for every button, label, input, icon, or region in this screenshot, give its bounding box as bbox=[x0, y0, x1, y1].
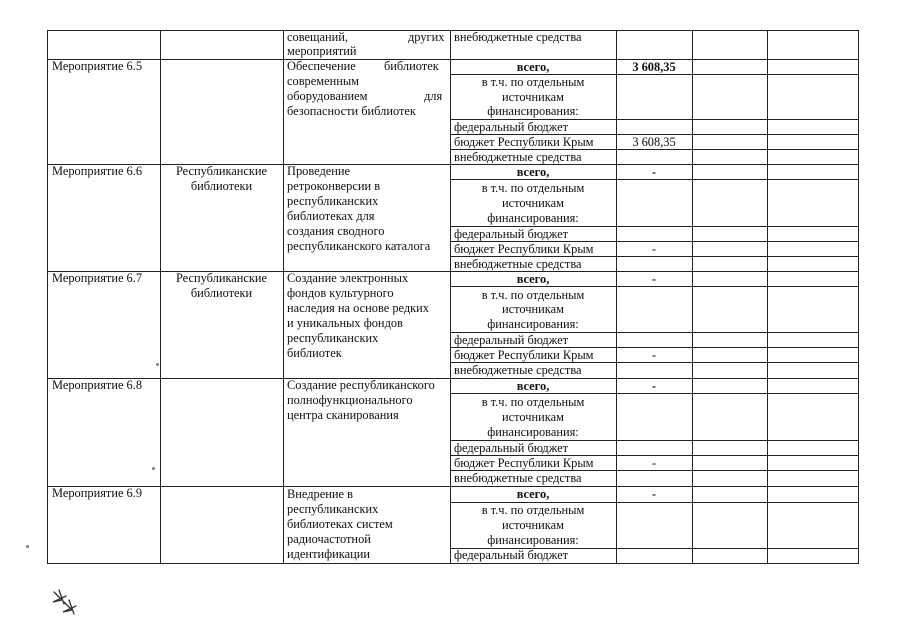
description-line: библиотеках систем bbox=[287, 517, 393, 531]
funding-breakdown-line: финансирования: bbox=[487, 425, 579, 439]
funding-source-federal: федеральный бюджет bbox=[454, 227, 569, 241]
funding-source-federal: федеральный бюджет bbox=[454, 120, 569, 134]
description-line: фондов культурного bbox=[287, 286, 394, 300]
table-border-bottom bbox=[47, 563, 859, 564]
funding-source-crimea: бюджет Республики Крым bbox=[454, 135, 594, 149]
description-line: Обеспечение bbox=[287, 59, 356, 73]
executor-line: библиотеки bbox=[190, 286, 253, 300]
funding-total-label: всего, bbox=[516, 165, 550, 179]
activity-id: Мероприятие 6.8 bbox=[52, 378, 143, 392]
scan-speck bbox=[156, 363, 159, 366]
funding-total-value: - bbox=[651, 272, 657, 286]
funding-source-crimea: бюджет Республики Крым bbox=[454, 242, 594, 256]
description-line: идентификации bbox=[287, 547, 370, 561]
column-divider bbox=[616, 30, 617, 563]
funding-total-value: 3 608,35 bbox=[632, 60, 676, 74]
funding-breakdown-line: финансирования: bbox=[487, 104, 579, 118]
funding-breakdown-line: в т.ч. по отдельным bbox=[481, 75, 585, 89]
funding-source-extrabudget: внебюджетные средства bbox=[454, 471, 582, 485]
funding-total-label: всего, bbox=[516, 487, 550, 501]
activity-id: Мероприятие 6.7 bbox=[52, 271, 143, 285]
funding-source-extrabudget: внебюджетные средства bbox=[454, 257, 582, 271]
description-line: республиканских bbox=[287, 331, 379, 345]
funding-total-value: - bbox=[651, 487, 657, 501]
description-line: ретроконверсии в bbox=[287, 179, 381, 193]
funding-breakdown-line: источникам bbox=[502, 302, 564, 316]
description-line: мероприятий bbox=[287, 44, 357, 58]
funding-source-extrabudget: внебюджетные средства bbox=[454, 363, 582, 377]
funding-total-value: - bbox=[651, 165, 657, 179]
description-line: республиканского каталога bbox=[287, 239, 431, 253]
funding-breakdown-line: в т.ч. по отдельным bbox=[481, 181, 585, 195]
executor-line: Республиканские bbox=[175, 271, 268, 285]
funding-crimea-value: 3 608,35 bbox=[632, 135, 676, 149]
description-line: республиканских bbox=[287, 502, 379, 516]
description-line: библиотек bbox=[384, 59, 439, 73]
description-line: радиочастотной bbox=[287, 532, 371, 546]
funding-source-extrabudget: внебюджетные средства bbox=[454, 150, 582, 164]
funding-total-value: - bbox=[651, 379, 657, 393]
column-divider bbox=[692, 30, 693, 563]
funding-breakdown-line: источникам bbox=[502, 196, 564, 210]
description-line: безопасности библиотек bbox=[287, 104, 416, 118]
description-line: оборудованием bbox=[287, 89, 368, 103]
description-line: наследия на основе редких bbox=[287, 301, 429, 315]
table-border-top bbox=[47, 30, 859, 31]
funding-total-label: всего, bbox=[516, 272, 550, 286]
funding-crimea-value: - bbox=[651, 456, 657, 470]
activity-id: Мероприятие 6.6 bbox=[52, 164, 143, 178]
description-line: Внедрение в bbox=[287, 487, 353, 501]
description-line: библиотеках для bbox=[287, 209, 375, 223]
scan-speck bbox=[152, 467, 155, 470]
description-line: других bbox=[408, 30, 445, 44]
description-line: для bbox=[424, 89, 443, 103]
description-line: Создание электронных bbox=[287, 271, 409, 285]
description-line: современным bbox=[287, 74, 360, 88]
handwritten-page-number bbox=[50, 586, 78, 616]
funding-source-federal: федеральный бюджет bbox=[454, 333, 569, 347]
column-divider bbox=[283, 30, 284, 563]
funding-crimea-value: - bbox=[651, 242, 657, 256]
table-border-left bbox=[47, 30, 48, 563]
funding-breakdown-line: в т.ч. по отдельным bbox=[481, 503, 585, 517]
executor-line: библиотеки bbox=[190, 179, 253, 193]
activity-id: Мероприятие 6.5 bbox=[52, 59, 143, 73]
scan-speck bbox=[26, 545, 29, 548]
table-border-right bbox=[858, 30, 859, 563]
funding-breakdown-line: в т.ч. по отдельным bbox=[481, 288, 585, 302]
description-line: центра сканирования bbox=[287, 408, 399, 422]
funding-crimea-value: - bbox=[651, 348, 657, 362]
description-line: полнофункционального bbox=[287, 393, 413, 407]
funding-source-federal: федеральный бюджет bbox=[454, 548, 569, 562]
description-line: библиотек bbox=[287, 346, 342, 360]
description-line: Проведение bbox=[287, 164, 351, 178]
funding-breakdown-line: финансирования: bbox=[487, 533, 579, 547]
funding-breakdown-line: финансирования: bbox=[487, 211, 579, 225]
description-line: создания сводного bbox=[287, 224, 385, 238]
funding-total-label: всего, bbox=[516, 379, 550, 393]
executor-line: Республиканские bbox=[175, 164, 268, 178]
activity-id: Мероприятие 6.9 bbox=[52, 486, 143, 500]
column-divider bbox=[767, 30, 768, 563]
funding-breakdown-line: источникам bbox=[502, 518, 564, 532]
funding-breakdown-line: финансирования: bbox=[487, 317, 579, 331]
description-line: республиканских bbox=[287, 194, 379, 208]
funding-breakdown-line: источникам bbox=[502, 410, 564, 424]
funding-source-extrabudget: внебюджетные средства bbox=[454, 30, 582, 44]
description-line: и уникальных фондов bbox=[287, 316, 403, 330]
funding-total-label: всего, bbox=[516, 60, 550, 74]
funding-source-federal: федеральный бюджет bbox=[454, 441, 569, 455]
funding-breakdown-line: в т.ч. по отдельным bbox=[481, 395, 585, 409]
funding-source-crimea: бюджет Республики Крым bbox=[454, 348, 594, 362]
description-line: совещаний, bbox=[287, 30, 349, 44]
funding-source-crimea: бюджет Республики Крым bbox=[454, 456, 594, 470]
funding-breakdown-line: источникам bbox=[502, 90, 564, 104]
description-line: Создание республиканского bbox=[287, 378, 435, 392]
